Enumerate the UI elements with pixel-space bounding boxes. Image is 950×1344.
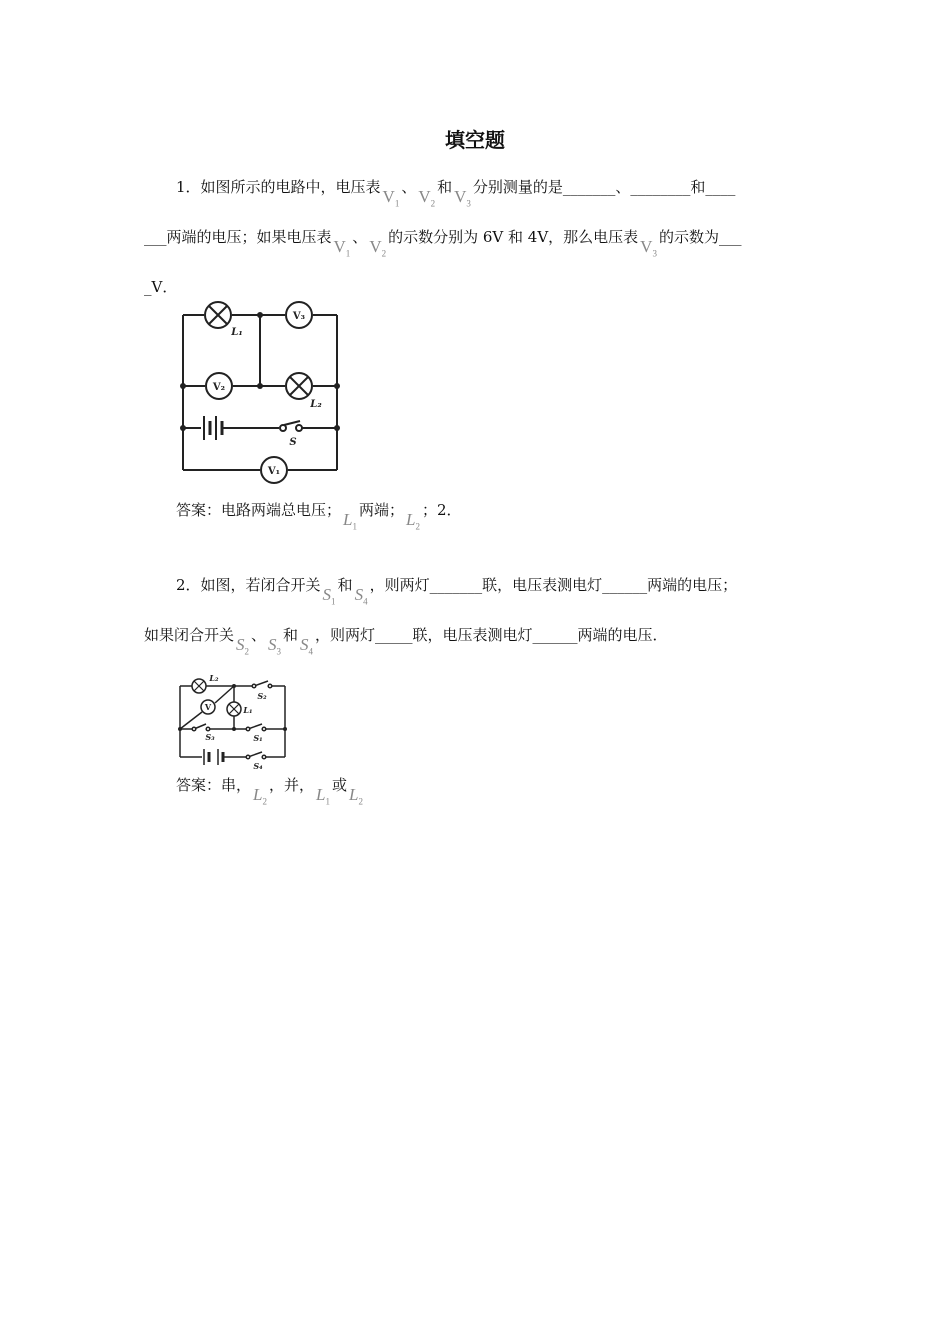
label-v: V (204, 702, 212, 712)
q1-line-2: ___两端的电压；如果电压表 $V_1$、 $V_2$的示数分别为 6V 和 4V，那么电压表 $V_3$的示数为___ (144, 228, 742, 259)
symbol-v3: $V_3$ (640, 237, 657, 259)
symbol-s2: $S_2$ (236, 635, 250, 657)
q1-line-3: _V． (144, 278, 178, 296)
q2-line-1: 2．如图，若闭合开关 $S_1$和 $S_4$，则两灯_______联，电压表测电灯______两端的电压； (176, 576, 738, 607)
label-v1: V₁ (267, 466, 281, 477)
symbol-s1: $S_1$ (322, 585, 336, 607)
symbol-l1: $L_1$ (343, 510, 357, 532)
circuit-diagram-1 (176, 300, 346, 490)
q2-answer: 答案：串， $L_2$，并， $L_1$或 $L_2$ (176, 776, 363, 807)
label-v2: V₂ (212, 382, 226, 393)
battery-symbol (204, 749, 223, 765)
label-v3: V₃ (292, 311, 306, 322)
symbol-l2: $L_2$ (253, 785, 267, 807)
symbol-l2: $L_2$ (348, 785, 363, 807)
label-s2: S₂ (257, 691, 267, 701)
switch-s-symbol (280, 421, 302, 431)
q2-line-2: 如果闭合开关 $S_2$、 $S_3$和 $S_4$，则两灯_____联，电压表测电灯______两端的电压． (144, 626, 668, 657)
symbol-v2: $V_2$ (369, 237, 387, 259)
label-s: S (289, 437, 297, 448)
label-l2: L₂ (310, 399, 322, 410)
label-s1: S₁ (253, 733, 263, 743)
battery-symbol (204, 416, 222, 440)
label-s4: S₄ (253, 761, 263, 771)
page-title: 填空题 (445, 128, 505, 152)
symbol-s4: $S_4$ (354, 585, 368, 607)
lamp-l2-symbol (286, 373, 312, 399)
lamp-l1-symbol (205, 302, 231, 328)
label-l1: L₁ (243, 705, 253, 715)
q1-line-1: 1．如图所示的电路中，电压表 $V_1$、 $V_2$和 $V_3$分别测量的是_______、________和____ (176, 178, 736, 209)
q1-answer: 答案：电路两端总电压； $L_1$两端； $L_2$；2． (176, 501, 462, 532)
symbol-v1: $V_1$ (333, 237, 351, 259)
label-s3: S₃ (205, 732, 215, 742)
symbol-v2: $V_2$ (418, 187, 436, 209)
symbol-s4: $S_4$ (300, 635, 314, 657)
symbol-l2: $L_2$ (406, 510, 420, 532)
symbol-l1: $L_1$ (316, 785, 330, 807)
symbol-v3: $V_3$ (454, 187, 471, 209)
symbol-s3: $S_3$ (268, 635, 282, 657)
circuit-diagram-2 (172, 672, 294, 772)
symbol-v1: $V_1$ (382, 187, 400, 209)
label-l1: L₁ (231, 327, 243, 338)
label-l2: L₂ (209, 673, 219, 683)
